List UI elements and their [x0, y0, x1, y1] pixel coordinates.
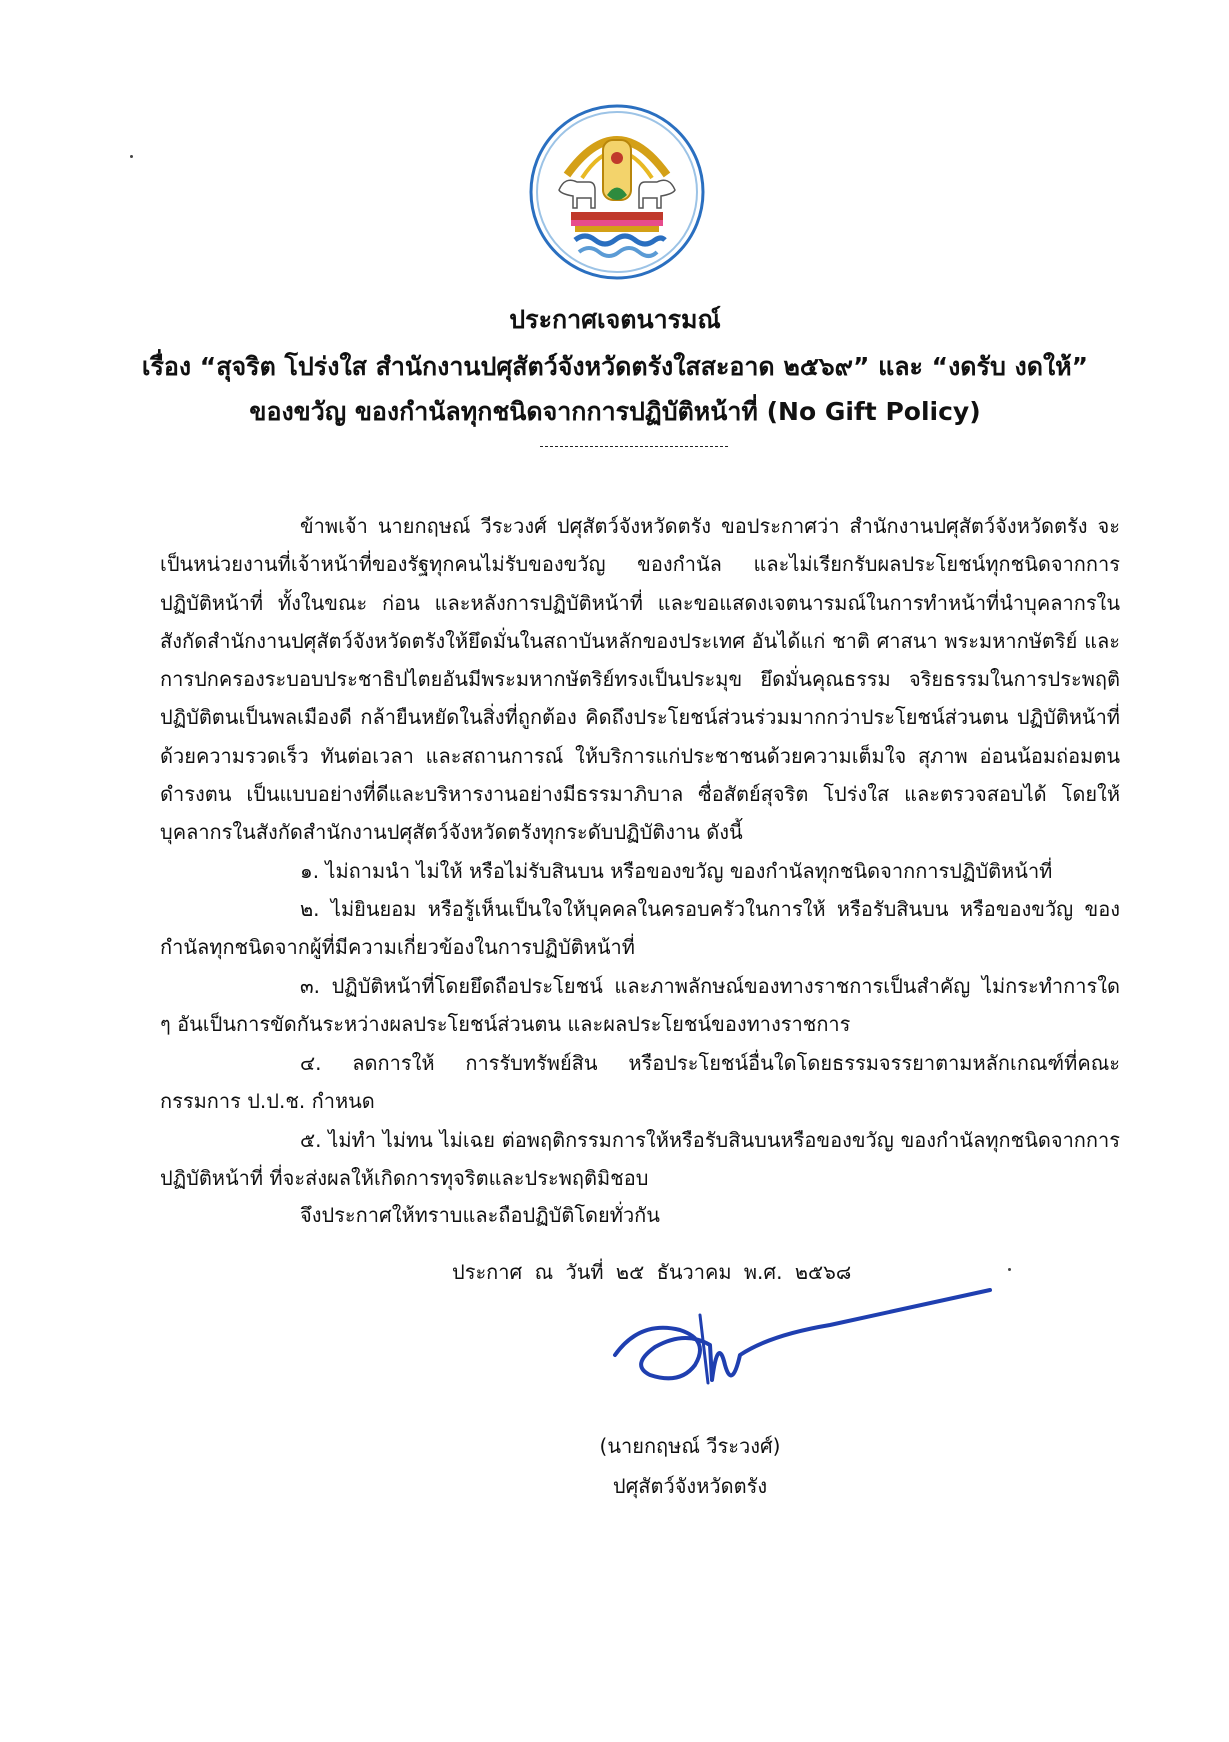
title-divider	[540, 446, 728, 447]
policy-item-3: ๓. ปฏิบัติหน้าที่โดยยึดถือประโยชน์ และภาพลักษณ์ของทางราชการเป็นสำคัญ ไม่กระทำการใด ๆ อันเป็นการขัดกันระหว่างผลประโยชน์ส่วนตน และผลประโยชน์ของทางราชการ	[160, 974, 1120, 1037]
scan-speck	[130, 155, 133, 158]
policy-item-4: ๔. ลดการให้ การรับทรัพย์สิน หรือประโยชน์อื่นใดโดยธรรมจรรยาตามหลักเกณฑ์ที่คณะกรรมการ ป.ป.ช. กำหนด	[160, 1051, 1120, 1114]
policy-item-1: ๑. ไม่ถามนำ ไม่ให้ หรือไม่รับสินบน หรือของขวัญ ของกำนัลทุกชนิดจากการปฏิบัติหน้าที่	[300, 859, 1053, 883]
policy-item-5: ๕. ไม่ทำ ไม่ทน ไม่เฉย ต่อพฤติกรรมการให้หรือรับสินบนหรือของขวัญ ของกำนัลทุกชนิดจากการปฏิบัติหน้าที่ ที่จะส่งผลให้เกิดการทุจริตและประพฤติมิชอบ	[160, 1128, 1120, 1191]
signer-position: ปศุสัตว์จังหวัดตรัง	[612, 1474, 768, 1498]
subject-line-1: เรื่อง “สุจริต โปร่งใส สำนักงานปศุสัตว์จังหวัดตรังใสสะอาด ๒๕๖๙” และ “งดรับ งดให้”	[141, 352, 1089, 381]
subject-line-2: ของขวัญ ของกำนัลทุกชนิดจากการปฏิบัติหน้าที่ (No Gift Policy)	[249, 397, 981, 426]
signer-name: (นายกฤษณ์ วีระวงศ์)	[599, 1434, 781, 1458]
policy-item-2: ๒. ไม่ยินยอม หรือรู้เห็นเป็นใจให้บุคคลในครอบครัวในการให้ หรือรับสินบน หรือของขวัญ ของกำนัลทุกชนิดจากผู้ที่มีความเกี่ยวข้องในการปฏิบัติหน้าที่	[160, 897, 1120, 960]
livestock-office-emblem	[527, 100, 707, 285]
scan-speck	[1008, 1268, 1011, 1271]
closing-statement: จึงประกาศให้ทราบและถือปฏิบัติโดยทั่วกัน	[300, 1203, 660, 1227]
announcement-date: ประกาศ ณ วันที่ ๒๕ ธันวาคม พ.ศ. ๒๕๖๘	[452, 1260, 852, 1284]
handwritten-signature	[600, 1285, 1000, 1405]
intro-paragraph: ข้าพเจ้า นายกฤษณ์ วีระวงศ์ ปศุสัตว์จังหวัดตรัง ขอประกาศว่า สำนักงานปศุสัตว์จังหวัดตรัง จะเป็นหน่วยงานที่เจ้าหน้าที่ของรัฐทุกคนไม่รับของขวัญ ของกำนัล และไม่เรียกรับผลประโยชน์ทุกชนิดจากการปฏิบัติหน้าที่ ทั้งในขณะ ก่อน และหลังการปฏิบัติหน้าที่ และขอแสดงเจตนารมณ์ในการทำหน้าที่นำบุคลากรในสังกัดสำนักงานปศุสัตว์จังหวัดตรังให้ยึดมั่นในสถาบันหลักของประเทศ อันได้แก่ ชาติ ศาสนา พระมหากษัตริย์ และการปกครองระบอบประชาธิปไตยอันมีพระมหากษัตริย์ทรงเป็นประมุข ยึดมั่นคุณธรรม จริยธรรมในการประพฤติปฏิบัติตนเป็นพลเมืองดี กล้ายืนหยัดในสิ่งที่ถูกต้อง คิดถึงประโยชน์ส่วนร่วมมากกว่าประโยชน์ส่วนตน ปฏิบัติหน้าที่ด้วยความรวดเร็ว ทันต่อเวลา และสถานการณ์ ให้บริการแก่ประชาชนด้วยความเต็มใจ สุภาพ อ่อนน้อมถ่อมตนดำรงตน เป็นแบบอย่างที่ดีและบริหารงานอย่างมีธรรมาภิบาล ซื่อสัตย์สุจริต โปร่งใส และตรวจสอบได้ โดยให้บุคลากรในสังกัดสำนักงานปศุสัตว์จังหวัดตรังทุกระดับปฏิบัติงาน ดังนี้	[160, 514, 1120, 845]
announcement-title: ประกาศเจตนารมณ์	[509, 305, 721, 334]
